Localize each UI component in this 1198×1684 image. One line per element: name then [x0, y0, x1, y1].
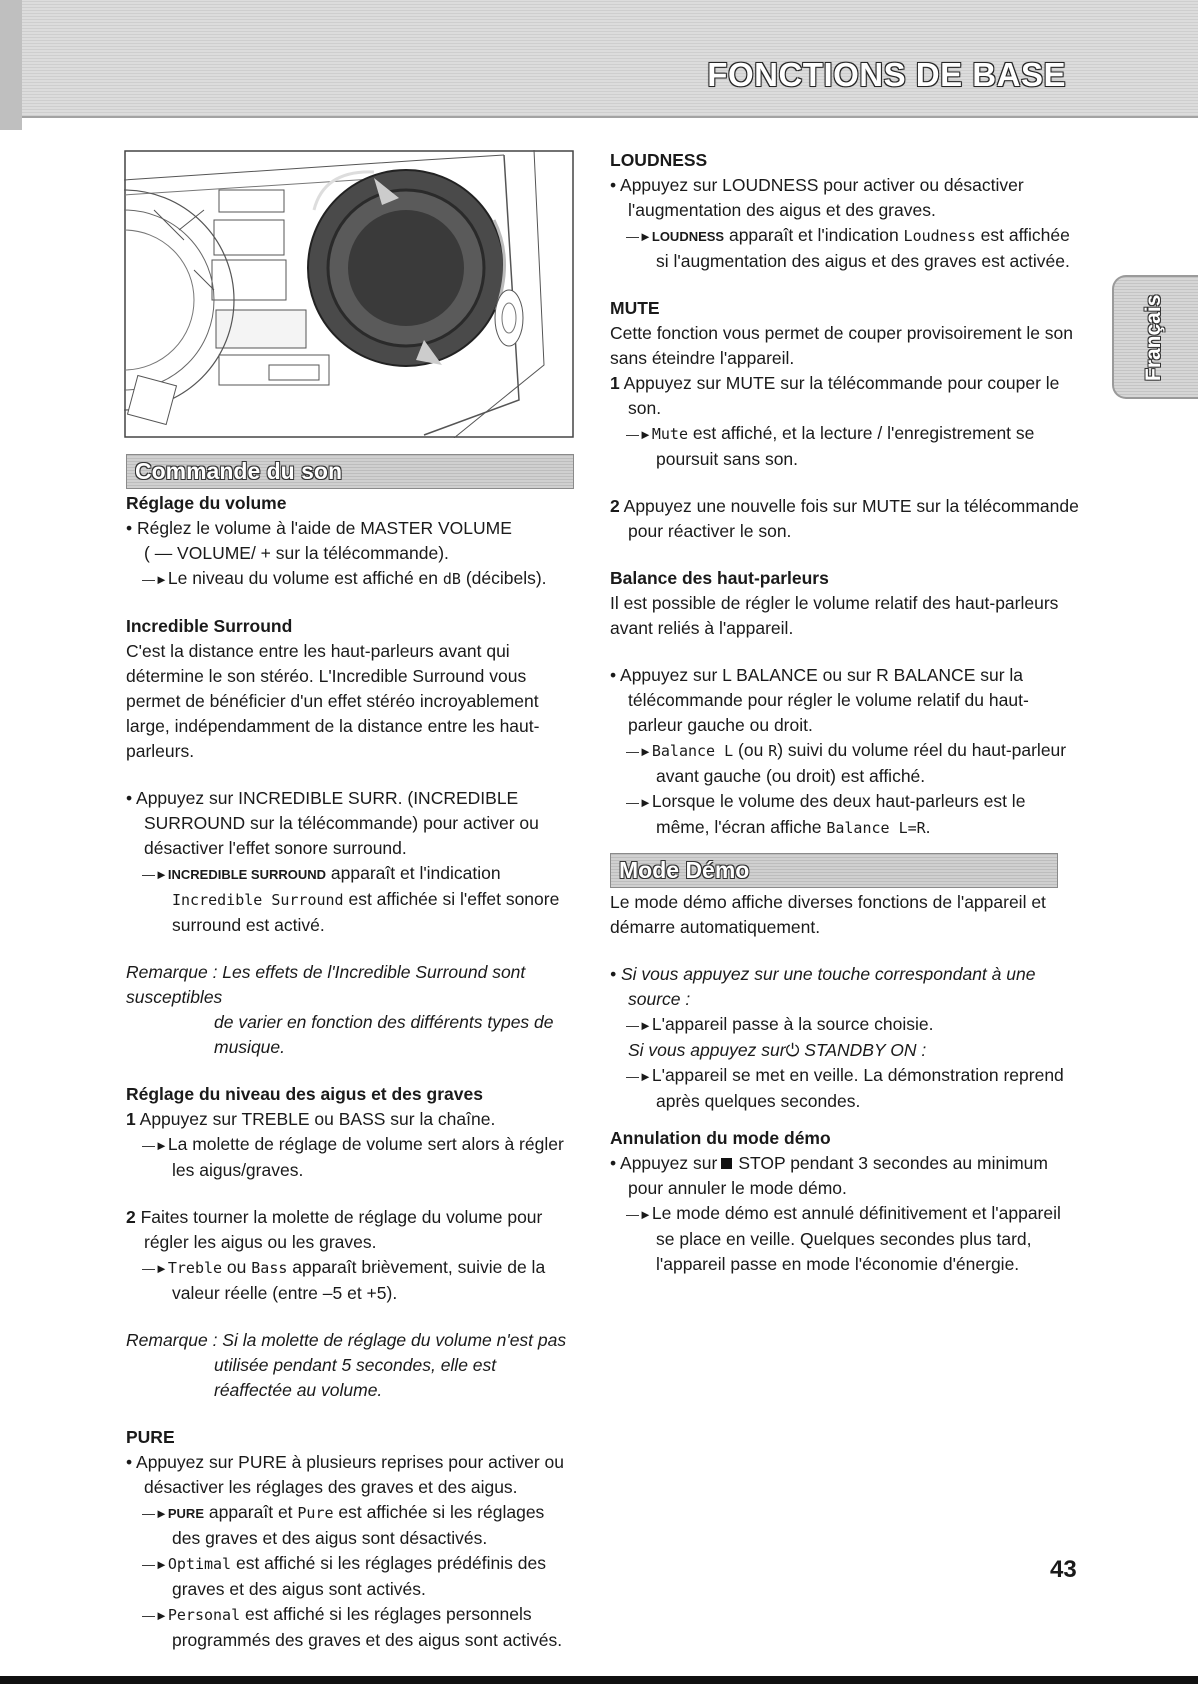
heading-loudness: LOUDNESS [610, 150, 708, 170]
demo-standby-line: Si vous appuyez sur⏻ STANDBY ON : [628, 1040, 927, 1060]
balance-arrow-1: —►Balance L (ou R) suivi du volume réel du haut-parleur avant gauche (ou droit) est affiché. [626, 740, 1067, 786]
surround-remark-cont: de varier en fonction des différents types de musique. [214, 1012, 554, 1057]
device-illustration [124, 150, 574, 438]
surround-bullet: • Appuyez sur INCREDIBLE SURR. (INCREDIBLE SURROUND sur la télécommande) pour activer ou désactiver l'effet sonore surround. [126, 788, 539, 858]
treble-remark: Remarque : Si la molette de réglage du volume n'est pas [126, 1330, 567, 1350]
surround-remark: Remarque : Les effets de l'Incredible Surround sont susceptibles [126, 962, 526, 1007]
section-title-commande-du-son: Commande du son [126, 454, 574, 489]
pure-arrow-3: —►Personal est affiché si les réglages personnels programmés des graves et des aigus sont activés. [142, 1604, 563, 1650]
mute-step-1: 1 Appuyez sur MUTE sur la télécommande pour couper le son. [610, 373, 1060, 418]
pure-arrow-2: —►Optimal est affiché si les réglages prédéfinis des graves et des aigus sont activés. [142, 1553, 546, 1599]
bottom-border [0, 1676, 1198, 1684]
heading-pure: PURE [126, 1427, 175, 1447]
volume-arrow: —►Le niveau du volume est affiché en dB (décibels). [142, 568, 547, 588]
surround-arrow: —►INCREDIBLE SURROUND apparaît et l'indication Incredible Surround est affichée si l'effet sonore surround est activé. [142, 863, 560, 935]
right-column [610, 148, 1080, 1277]
treble-step-1: 1 Appuyez sur TREBLE ou BASS sur la chaîne. [126, 1109, 496, 1129]
power-icon: ⏻ [785, 1040, 800, 1060]
balance-arrow-2: —►Lorsque le volume des deux haut-parleurs est le même, l'écran affiche Balance L=R. [626, 791, 1026, 837]
treble-step-1-arrow: —►La molette de réglage de volume sert alors à régler les aigus/graves. [142, 1134, 564, 1180]
language-tab [1112, 275, 1198, 399]
stop-icon [721, 1158, 732, 1169]
loudness-bullet: • Appuyez sur LOUDNESS pour activer ou désactiver l'augmentation des aigus et des graves. [610, 175, 1024, 220]
loudness-arrow: —►LOUDNESS apparaît et l'indication Loudness est affichée si l'augmentation des aigus et des graves est activée. [626, 225, 1070, 271]
left-column [126, 458, 576, 1653]
treble-remark-cont: utilisée pendant 5 secondes, elle est réaffectée au volume. [214, 1355, 497, 1400]
heading-incredible-surround: Incredible Surround [126, 616, 293, 636]
demo-cancel-bullet: • Appuyez sur STOP pendant 3 secondes au minimum pour annuler le mode démo. [610, 1153, 1048, 1198]
heading-balance: Balance des haut-parleurs [610, 568, 829, 588]
demo-arrow-1: —►L'appareil passe à la source choisie. [626, 1014, 934, 1034]
heading-mute: MUTE [610, 298, 660, 318]
balance-paragraph: Il est possible de régler le volume relatif des haut-parleurs avant reliés à l'appareil. [610, 593, 1059, 638]
mute-step-1-arrow: —►Mute est affiché, et la lecture / l'enregistrement se poursuit sans son. [626, 423, 1035, 469]
demo-paragraph: Le mode démo affiche diverses fonctions de l'appareil et démarre automatiquement. [610, 892, 1046, 937]
page-title: FONCTIONS DE BASE [707, 56, 1066, 93]
demo-arrow-2: —►L'appareil se met en veille. La démonstration reprend après quelques secondes. [626, 1065, 1064, 1111]
heading-reglage-volume: Réglage du volume [126, 493, 287, 513]
demo-cancel-arrow: —►Le mode démo est annulé définitivement et l'appareil se place en veille. Quelques secondes plus tard, l'appareil passe en mode l'économie d'énergie. [626, 1203, 1061, 1274]
pure-arrow-1: —►PURE apparaît et Pure est affichée si les réglages des graves et des aigus sont désactivés. [142, 1502, 545, 1548]
left-edge-tab [0, 0, 22, 130]
heading-annulation-demo: Annulation du mode démo [610, 1128, 831, 1148]
mute-paragraph: Cette fonction vous permet de couper provisoirement le son sans éteindre l'appareil. [610, 323, 1074, 368]
language-tab-label: Français [1142, 294, 1165, 381]
balance-bullet: • Appuyez sur L BALANCE ou sur R BALANCE sur la télécommande pour régler le volume relatif du haut-parleur gauche ou droit. [610, 665, 1029, 735]
section-title-mode-demo: Mode Démo [610, 853, 1058, 888]
pure-bullet: • Appuyez sur PURE à plusieurs reprises pour activer ou désactiver les réglages des graves et des aigus. [126, 1452, 565, 1497]
heading-aigus-graves: Réglage du niveau des aigus et des graves [126, 1084, 483, 1104]
page-number: 43 [1050, 1556, 1077, 1583]
treble-step-2: 2 Faites tourner la molette de réglage du volume pour régler les aigus ou les graves. [126, 1207, 543, 1252]
mute-step-2: 2 Appuyez une nouvelle fois sur MUTE sur la télécommande pour réactiver le son. [610, 496, 1079, 541]
surround-paragraph: C'est la distance entre les haut-parleurs avant qui détermine le son stéréo. L'Incredible Surround vous permet de bénéficier d'un effet stéréo incroyablement large, indépendamment de la distance entre les haut-parleurs. [126, 641, 540, 761]
volume-bullet: • Réglez le volume à l'aide de MASTER VOLUME [126, 518, 512, 538]
treble-step-2-arrow: —►Treble ou Bass apparaît brièvement, suivie de la valeur réelle (entre –5 et +5). [142, 1257, 546, 1303]
demo-bullet-source: • Si vous appuyez sur une touche correspondant à une source : [610, 964, 1036, 1009]
volume-bullet-cont: ( — VOLUME/ + sur la télécommande). [144, 543, 449, 563]
